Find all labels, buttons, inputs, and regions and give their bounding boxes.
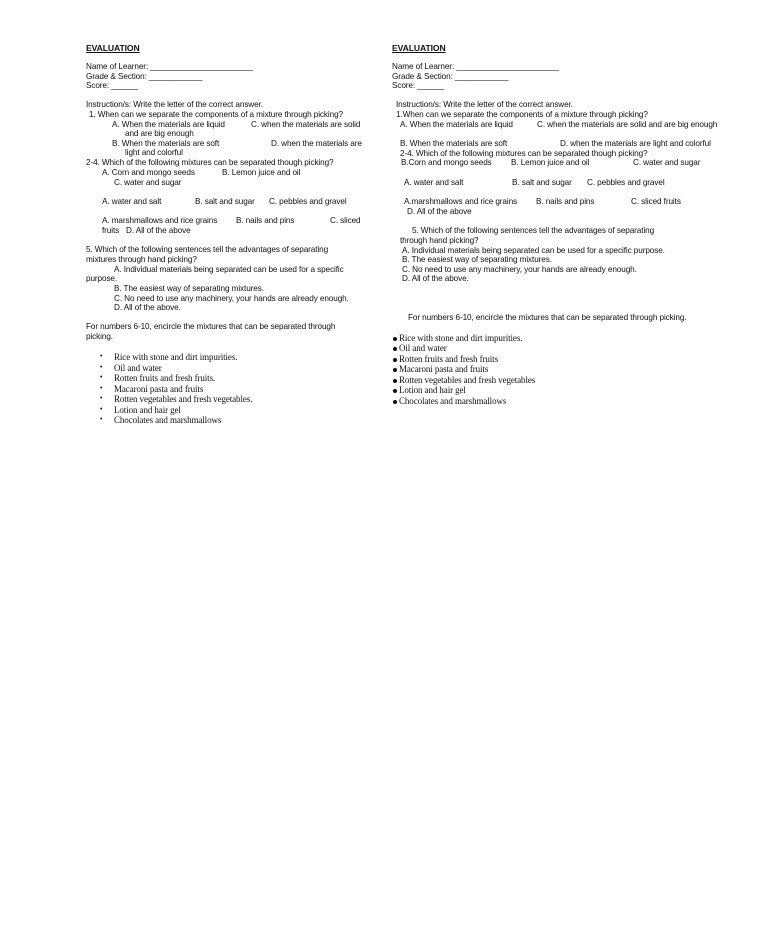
right-q1-option-b: B. When the materials are soft [400,139,508,148]
right-q3-option-b: B. salt and sugar [512,178,572,187]
left-item-5: Rotten vegetables and fresh vegetables. [114,394,253,404]
bullet-icon [393,368,397,372]
right-q3-option-c: C. pebbles and gravel [587,178,665,187]
bullet-icon [393,389,397,393]
right-heading: EVALUATION [392,43,446,53]
left-q2-option-b: B. Lemon juice and oil [222,168,301,177]
right-q2-option-b: B. Lemon juice and oil [511,158,590,167]
right-q4-option-d: D. All of the above [407,207,472,216]
right-item-2: Oil and water [399,343,447,353]
right-score-field: Score: ______ [392,81,444,90]
left-instructions: Instruction/s: Write the letter of the correct answer. [86,100,263,109]
right-item-5: Rotten vegetables and fresh vegetables [399,375,536,385]
right-item-3: Rotten fruits and fresh fruits [399,354,498,364]
left-heading: EVALUATION [86,43,140,53]
bullet-icon [393,379,397,383]
right-grade-field: Grade & Section: ____________ [392,72,509,81]
bullet-icon: • [100,374,103,381]
right-question-5: 5. Which of the following sentences tell the advantages of separating [412,226,655,235]
bullet-icon: • [100,364,103,371]
left-q4-option-d: D. All of the above [126,226,191,235]
left-q5-option-a-cont: purpose. [86,274,118,283]
left-q4-option-c: C. sliced [330,216,361,225]
left-item-6: Lotion and hair gel [114,405,181,415]
right-q4-option-b: B. nails and pins [536,197,595,206]
right-question-1: 1.When can we separate the components of a mixture through picking? [396,110,648,119]
right-q5-option-a: A. Individual materials being separated can be used for a specific purpose. [402,246,665,255]
left-q3-option-c: C. pebbles and gravel [269,197,347,206]
right-q4-option-c: C. sliced fruits [631,197,681,206]
right-item-6: Lotion and hair gel [399,385,466,395]
left-q4-option-a: A. marshmallows and rice grains [102,216,218,225]
left-q1-option-a: A. When the materials are liquid [112,120,225,129]
right-item-7: Chocolates and marshmallows [399,396,507,406]
left-q1-option-c: C. when the materials are solid [251,120,361,129]
right-q2-option-c: C. water and sugar [633,158,701,167]
left-q5-option-d: D. All of the above. [114,303,181,312]
left-question-6-10: For numbers 6-10, encircle the mixtures that can be separated through [86,322,336,331]
left-q1-option-b: B. When the materials are soft [112,139,220,148]
left-q1-option-d-cont: light and colorful [125,148,183,157]
left-q3-option-a: A. water and salt [102,197,162,206]
right-question-5-cont: through hand picking? [400,236,479,245]
left-question-5: 5. Which of the following sentences tell the advantages of separating [86,245,329,254]
bullet-icon [393,337,397,341]
bullet-icon: • [100,385,103,392]
left-q4-option-c-cont: fruits [102,226,120,235]
left-q5-option-c: C. No need to use any machinery, your hands are already enough. [114,294,349,303]
bullet-icon: • [100,416,103,423]
right-question-6-10: For numbers 6-10, encircle the mixtures that can be separated through picking. [408,313,687,322]
left-name-field: Name of Learner: _______________________ [86,62,253,71]
right-q5-option-b: B. The easiest way of separating mixtures. [402,255,552,264]
right-item-1: Rice with stone and dirt impurities. [399,333,523,343]
left-item-3: Rotten fruits and fresh fruits. [114,373,216,383]
left-score-field: Score: ______ [86,81,138,90]
bullet-icon: • [100,395,103,402]
right-q1-option-c: C. when the materials are solid and are big enough [537,120,718,129]
bullet-icon: • [100,406,103,413]
left-question-5-cont: mixtures through hand picking? [86,255,197,264]
left-question-2-4: 2-4. Which of the following mixtures can be separated though picking? [86,158,334,167]
right-name-field: Name of Learner: _______________________ [392,62,559,71]
left-q2-option-a: A. Corn and mongo seeds [102,168,195,177]
bullet-icon [393,347,397,351]
bullet-icon [393,358,397,362]
right-q2-option-a: B.Corn and mongo seeds [401,158,492,167]
right-q1-option-a: A. When the materials are liquid [400,120,513,129]
left-question-6-10-cont: picking. [86,332,113,341]
right-q3-option-a: A. water and salt [404,178,464,187]
left-item-1: Rice with stone and dirt impurities. [114,352,238,362]
left-q4-option-b: B. nails and pins [236,216,295,225]
left-item-2: Oil and water [114,363,162,373]
bullet-icon [393,400,397,404]
left-item-4: Macaroni pasta and fruits [114,384,204,394]
left-question-1: 1. When can we separate the components of a mixture through picking? [89,110,343,119]
left-q1-option-d: D. when the materials are [271,139,362,148]
right-question-2-4: 2-4. Which of the following mixtures can be separated though picking? [400,149,648,158]
left-q5-option-b: B. The easiest way of separating mixtures. [114,284,264,293]
left-q5-option-a: A. Individual materials being separated can be used for a specific [114,265,344,274]
left-q2-option-c: C. water and sugar [114,178,182,187]
right-q5-option-d: D. All of the above. [402,274,469,283]
left-item-7: Chocolates and marshmallows [114,415,222,425]
bullet-icon: • [100,353,103,360]
left-q3-option-b: B. salt and sugar [195,197,255,206]
right-q4-option-a: A.marshmallows and rice grains [404,197,518,206]
right-q5-option-c: C. No need to use any machinery, your hands are already enough. [402,265,637,274]
left-q1-option-c-cont: and are big enough [125,129,194,138]
right-q1-option-d: D. when the materials are light and colorful [560,139,711,148]
right-item-4: Macaroni pasta and fruits [399,364,489,374]
right-instructions: Instruction/s: Write the letter of the correct answer. [396,100,573,109]
left-grade-field: Grade & Section: ____________ [86,72,203,81]
